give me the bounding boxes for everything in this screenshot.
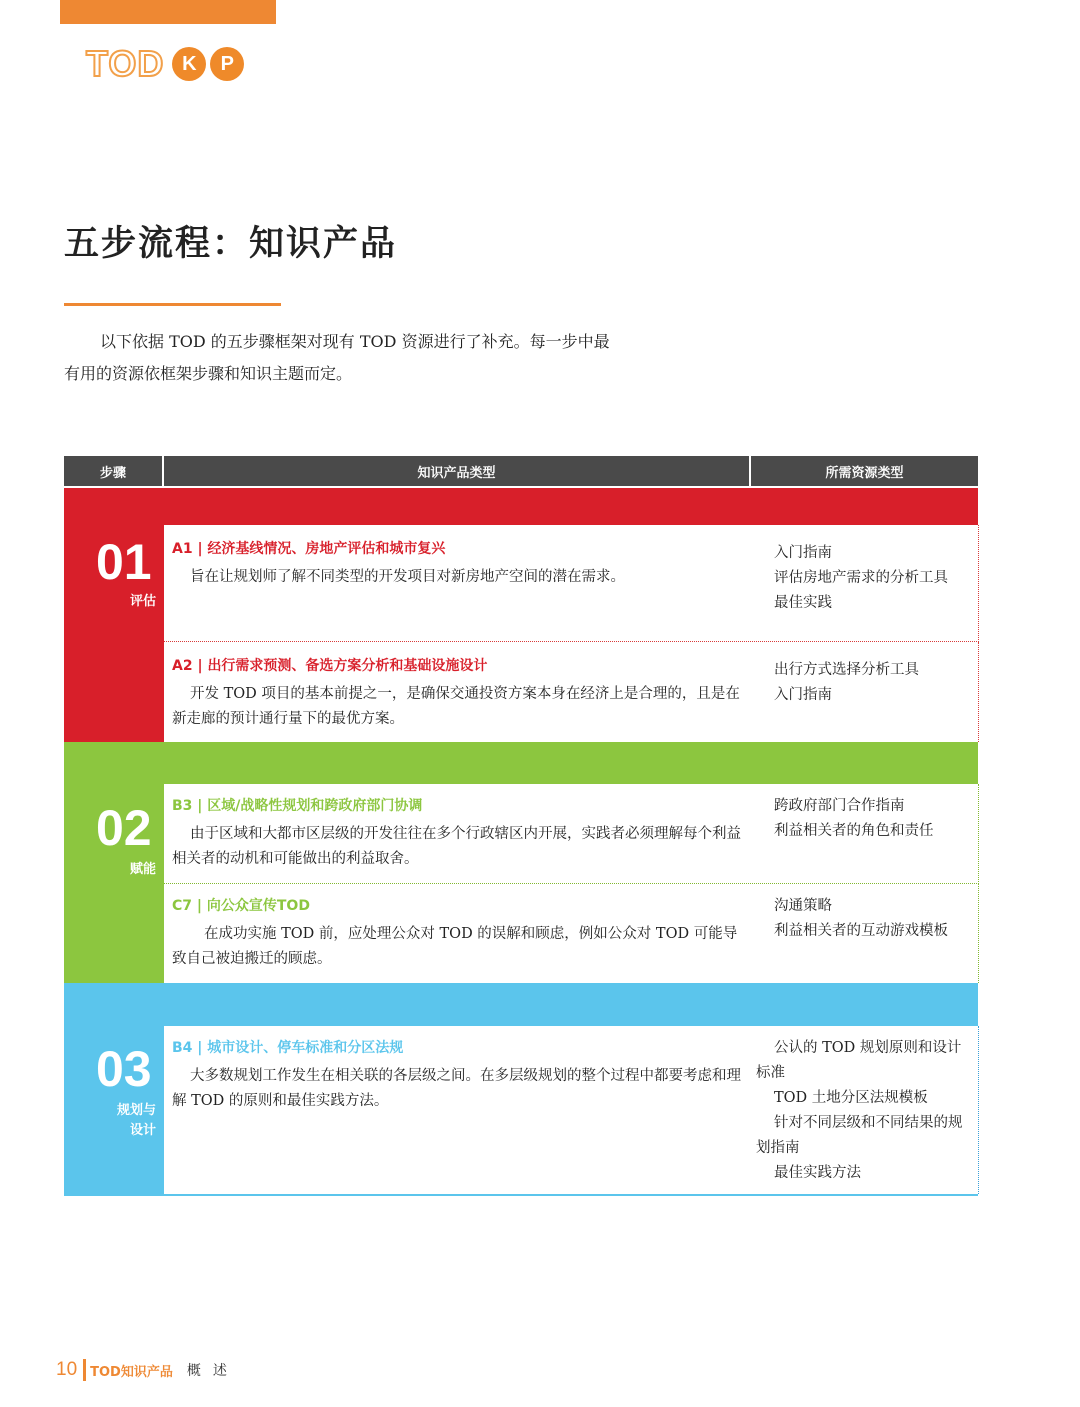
item-c7 <box>164 884 751 983</box>
step-03-label-line1: 规划与 <box>116 1103 156 1118</box>
section-name: 概述 <box>186 1363 239 1379</box>
top-accent-bar <box>60 0 276 24</box>
item-a2 <box>164 642 751 742</box>
item-b4-title: B4 | 城市设计、停车标准和分区法规 <box>172 1040 404 1056</box>
resource-list <box>774 541 948 616</box>
page-number: 10 <box>56 1359 78 1380</box>
step-02-number: 02 <box>96 800 152 856</box>
step-01-label: 评估 <box>129 594 156 609</box>
item-b4 <box>164 1026 751 1194</box>
resource-list <box>774 894 948 944</box>
item-b3 <box>164 784 751 884</box>
resource-list <box>756 1036 972 1186</box>
footer-divider <box>83 1359 86 1381</box>
resource-item: 针对不同层级和不同结果的规划指南 <box>756 1115 963 1156</box>
item-b4-desc: 大多数规划工作发生在相关联的各层级之间。在多层级规划的整个过程中都要考虑和理解 TOD 的原则和最佳实践方法。 <box>172 1068 741 1109</box>
item-a2-resources <box>750 642 979 742</box>
item-c7-resources <box>750 884 979 983</box>
item-b4-resources <box>750 1026 979 1194</box>
item-b3-desc: 由于区域和大都市区层级的开发往往在多个行政辖区内开展，实践者必须理解每个利益相关者的动机和可能做出的利益取舍。 <box>172 826 741 867</box>
resource-item: TOD 土地分区法规模板 <box>774 1090 928 1106</box>
item-b3-resources <box>750 784 979 884</box>
resource-item: 最佳实践 <box>774 595 832 611</box>
logo-text: TOD <box>86 43 165 84</box>
resource-item: 跨政府部门合作指南 <box>774 798 905 814</box>
item-c7-desc: 在成功实施 TOD 前，应处理公众对 TOD 的误解和顾虑，例如公众对 TOD 可能导致自己被迫搬迁的顾虑。 <box>172 926 738 967</box>
step-03-label-line2: 设计 <box>129 1123 156 1138</box>
item-a1-resources <box>750 525 979 642</box>
step-03-number: 03 <box>96 1041 152 1097</box>
resource-item: 入门指南 <box>774 545 832 561</box>
resource-item: 公认的 TOD 规划原则和设计标准 <box>756 1040 962 1081</box>
resource-item: 出行方式选择分析工具 <box>774 662 919 678</box>
logo-p-circle: P <box>210 47 244 81</box>
resource-item: 利益相关者的互动游戏模板 <box>774 923 948 939</box>
header-resource-type: 所需资源类型 <box>751 456 978 486</box>
item-a1 <box>164 525 751 642</box>
step-01-column <box>64 488 164 742</box>
intro-paragraph <box>64 326 684 390</box>
step-03-label <box>117 1101 156 1141</box>
resource-item: 评估房地产需求的分析工具 <box>774 570 948 586</box>
header-product-type: 知识产品类型 <box>164 456 749 486</box>
resource-item: 沟通策略 <box>774 898 832 914</box>
resource-item: 利益相关者的角色和责任 <box>774 823 934 839</box>
item-a1-title: A1 | 经济基线情况、房地产评估和城市复兴 <box>172 541 446 557</box>
item-b3-title: B3 | 区域/战略性规划和跨政府部门协调 <box>172 798 423 814</box>
step-02-label: 赋能 <box>129 862 156 877</box>
step-03-column <box>64 983 164 1196</box>
tod-kp-logo <box>86 44 244 84</box>
step-02-column <box>64 742 164 983</box>
resource-list <box>774 794 934 844</box>
resource-list <box>774 658 919 708</box>
page-title: 五步流程：知识产品 <box>64 224 398 264</box>
logo-k-circle: K <box>172 47 206 81</box>
item-a2-title: A2 | 出行需求预测、备选方案分析和基础设施设计 <box>172 658 488 674</box>
item-c7-title: C7 | 向公众宣传TOD <box>172 898 310 914</box>
header-step: 步骤 <box>64 456 162 486</box>
item-a1-desc: 旨在让规划师了解不同类型的开发项目对新房地产空间的潜在需求。 <box>190 569 625 585</box>
item-a2-desc: 开发 TOD 项目的基本前提之一，是确保交通投资方案本身在经济上是合理的，且是在新走廊的预计通行量下的最优方案。 <box>172 686 740 727</box>
resource-item: 入门指南 <box>774 687 832 703</box>
resource-item: 最佳实践方法 <box>774 1165 861 1181</box>
step-01-number: 01 <box>96 534 152 590</box>
intro-line-1: 以下依据 TOD 的五步骤框架对现有 TOD 资源进行了补充。每一步中最 <box>100 332 610 351</box>
page-footer <box>56 1356 239 1384</box>
publication-name: TOD知识产品 <box>90 1364 173 1380</box>
intro-line-2: 有用的资源依框架步骤和知识主题而定。 <box>64 364 353 383</box>
title-underline <box>64 303 281 306</box>
